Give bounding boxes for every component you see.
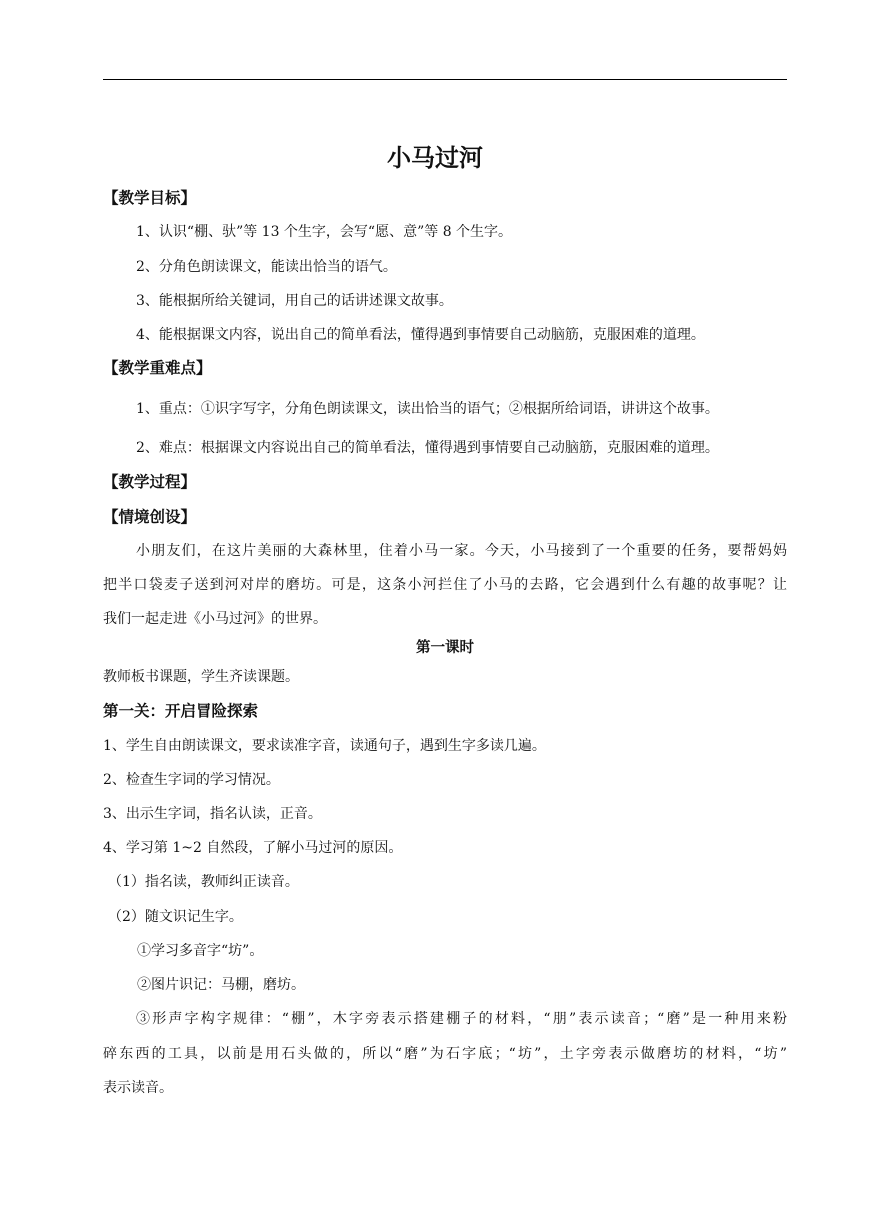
sub-step-item: （2）随文识记生字。 [108, 909, 243, 925]
scenario-line: 我们一起走进《小马过河》的世界。 [103, 611, 327, 627]
key-point-item: 2、难点：根据课文内容说出自己的简单看法，懂得遇到事情要自己动脑筋，克服困难的道理。 [136, 440, 719, 456]
header-rule [103, 79, 787, 80]
scenario-line: 把半口袋麦子送到河对岸的磨坊。可是，这条小河拦住了小马的去路，它会遇到什么有趣的故事呢？让 [103, 577, 787, 593]
step-item: 1、学生自由朗读课文，要求读准字音，读通句子，遇到生字多读几遍。 [103, 738, 546, 754]
rule-line: 表示读音。 [103, 1080, 173, 1096]
process-heading: 【教学过程】 [103, 472, 197, 491]
goal-item: 2、分角色朗读课文，能读出恰当的语气。 [136, 259, 397, 275]
scenario-heading: 【情境创设】 [103, 507, 197, 526]
document-title: 小马过河 [387, 143, 483, 172]
stage-heading: 第一关：开启冒险探索 [103, 701, 259, 720]
step-item: 4、学习第 1~2 自然段，了解小马过河的原因。 [103, 840, 403, 856]
circled-item: ②图片识记：马棚，磨坊。 [137, 977, 305, 993]
scenario-line: 小朋友们，在这片美丽的大森林里，住着小马一家。今天，小马接到了一个重要的任务，要帮妈妈 [136, 543, 787, 559]
key-points-heading: 【教学重难点】 [103, 358, 212, 377]
goal-item: 4、能根据课文内容，说出自己的简单看法，懂得遇到事情要自己动脑筋，克服困难的道理。 [136, 327, 705, 343]
goal-item: 3、能根据所给关键词，用自己的话讲述课文故事。 [136, 293, 453, 309]
lesson-intro: 教师板书课题，学生齐读课题。 [103, 669, 299, 685]
key-point-item: 1、重点：①识字写字，分角色朗读课文，读出恰当的语气；②根据所给词语，讲讲这个故事。 [136, 401, 719, 417]
lesson-title: 第一课时 [416, 639, 474, 656]
step-item: 2、检查生字词的学习情况。 [103, 772, 280, 788]
rule-line: 碎东西的工具，以前是用石头做的，所以“磨”为石字底；“坊”，土字旁表示做磨坊的材料，“坊” [103, 1046, 787, 1062]
goal-item: 1、认识“棚、驮”等 13 个生字，会写“愿、意”等 8 个生字。 [136, 224, 513, 240]
goals-heading: 【教学目标】 [103, 188, 197, 207]
step-item: 3、出示生字词，指名认读，正音。 [103, 806, 322, 822]
circled-item: ①学习多音字“坊”。 [137, 943, 264, 959]
rule-line: ③形声字构字规律：“棚”，木字旁表示搭建棚子的材料，“朋”表示读音；“磨”是一种用来粉 [136, 1011, 787, 1027]
sub-step-item: （1）指名读，教师纠正读音。 [108, 874, 299, 890]
